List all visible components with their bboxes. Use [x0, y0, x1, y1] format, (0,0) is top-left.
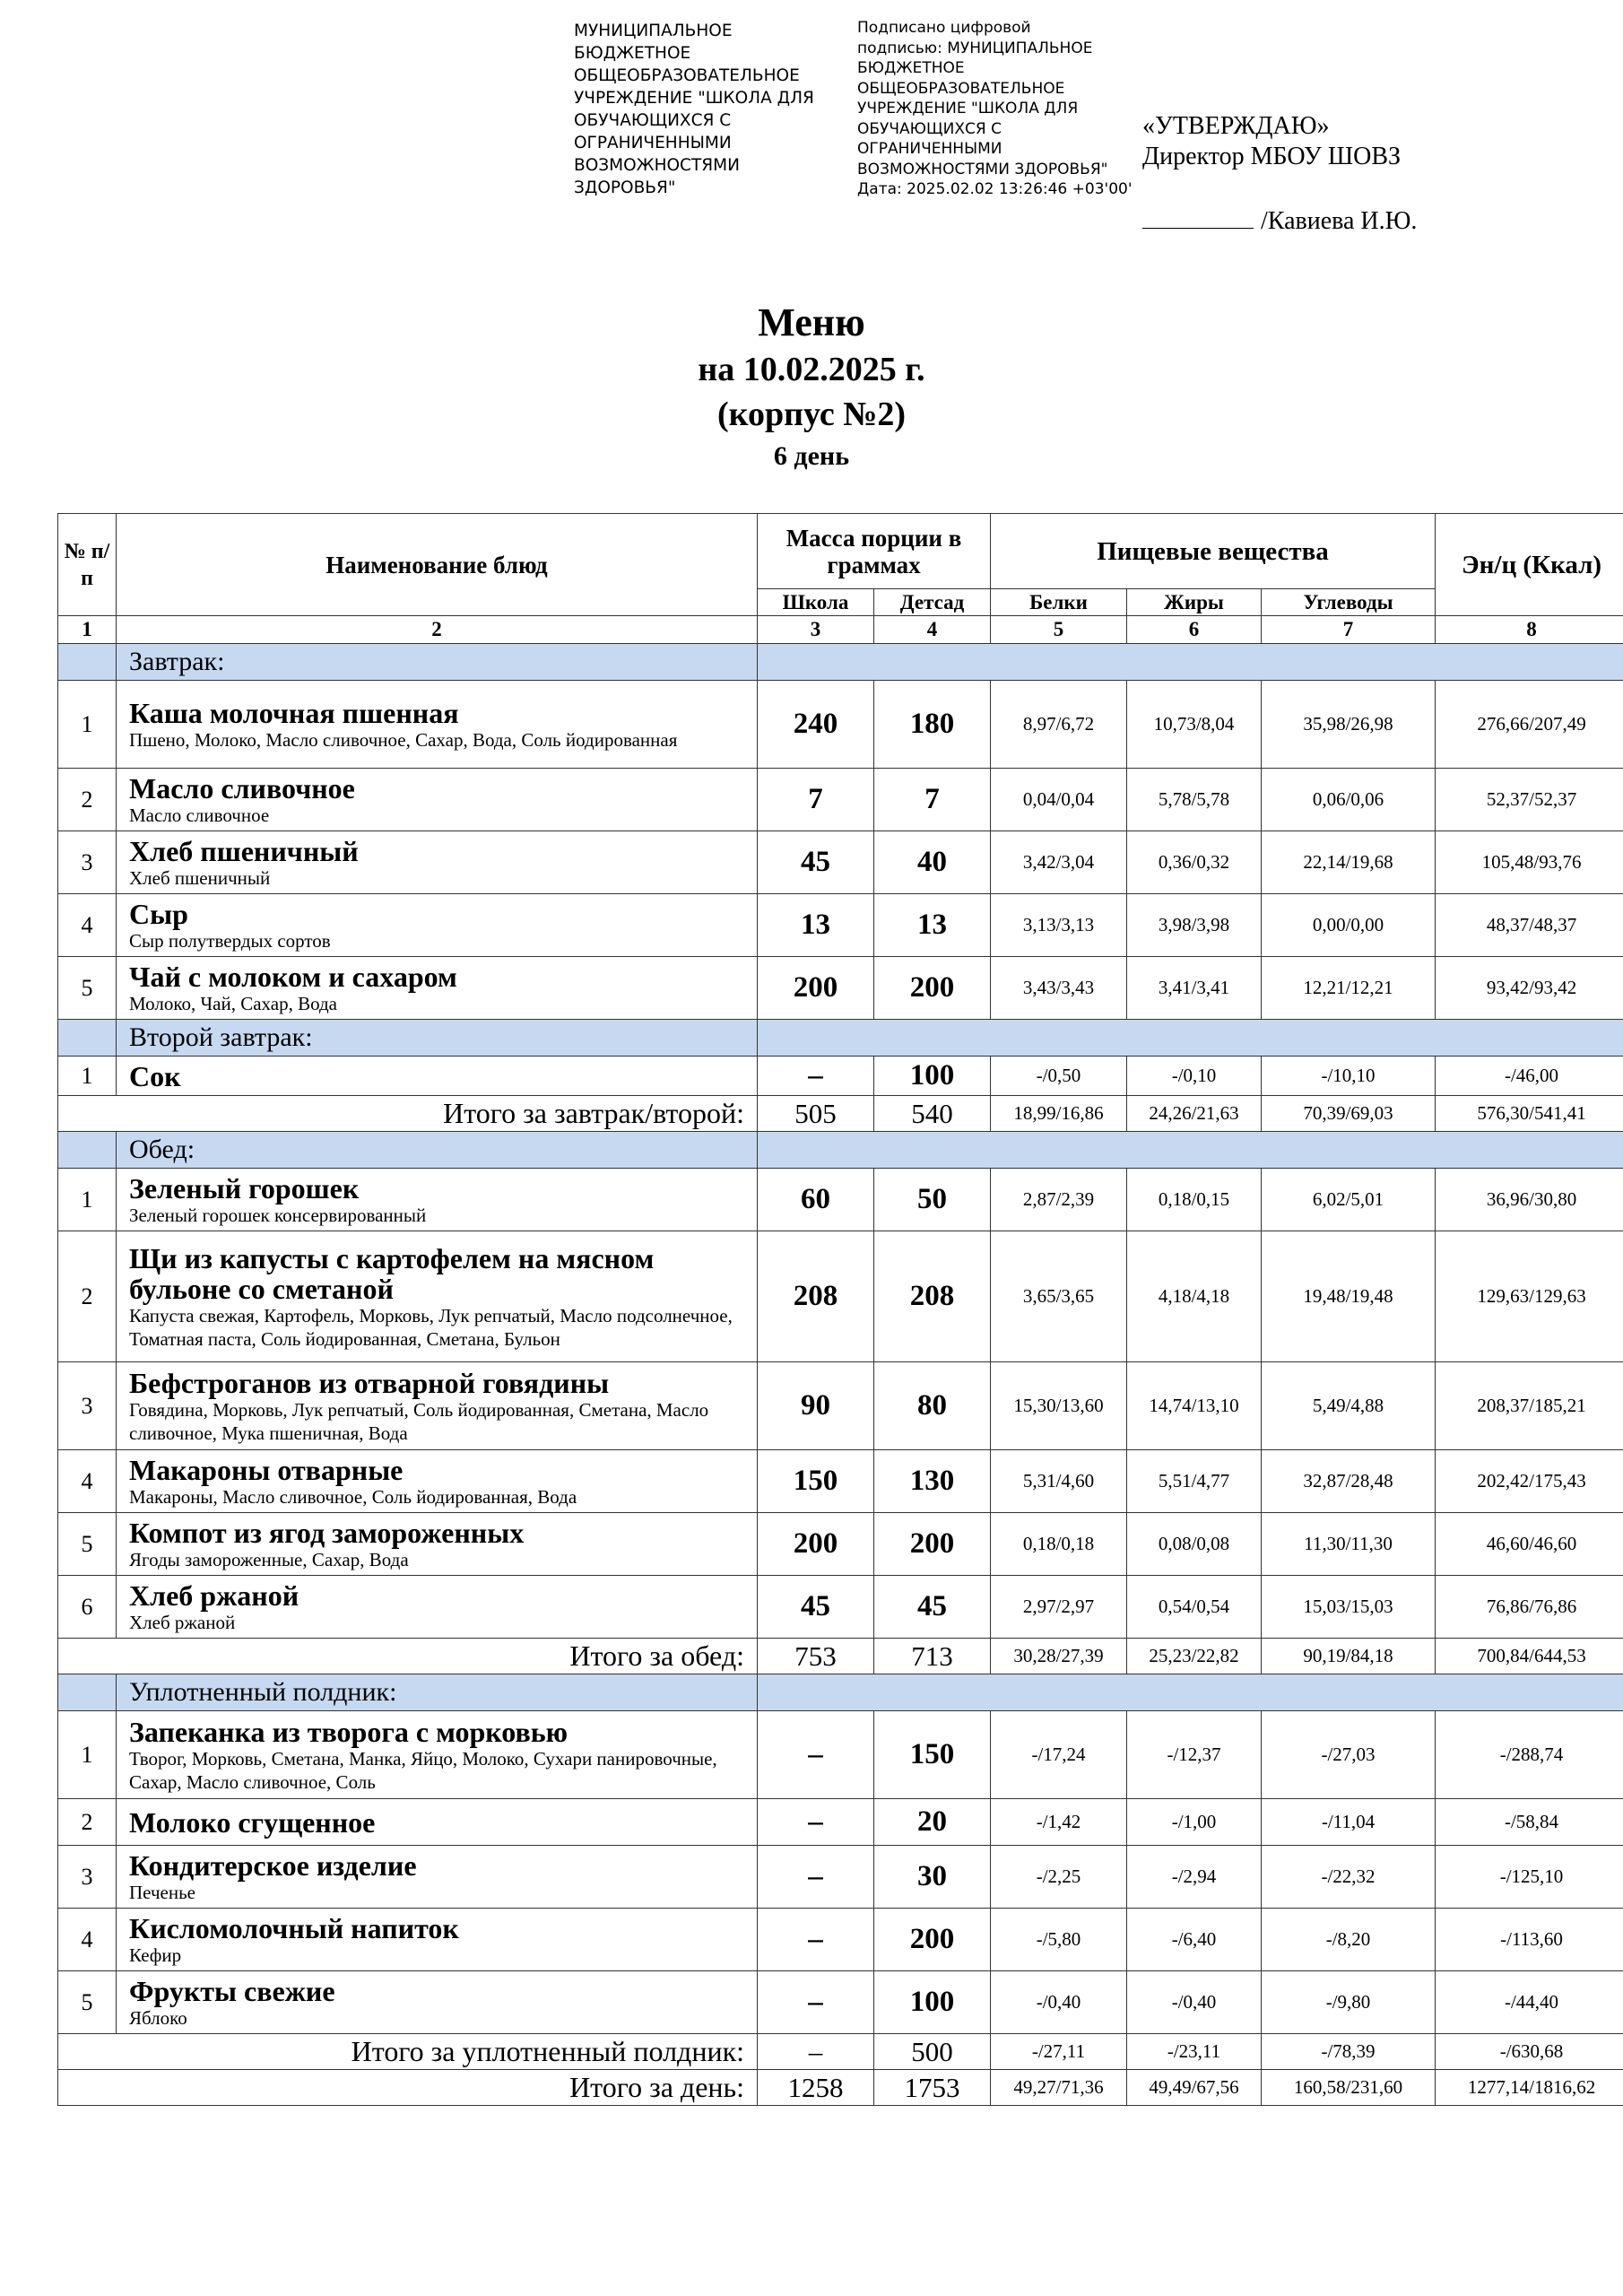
energy-value: 202,42/175,43	[1436, 1450, 1623, 1513]
dish-cell	[117, 1362, 758, 1450]
item-number: 2	[58, 1799, 117, 1846]
total-energy: 700,84/644,53	[1436, 1639, 1623, 1674]
protein-value: -/2,25	[991, 1846, 1127, 1909]
mass-school: –	[758, 1971, 874, 2034]
column-number-row	[58, 616, 1623, 644]
protein-value: 2,97/2,97	[991, 1576, 1127, 1639]
mass-school: 45	[758, 1576, 874, 1639]
table-row	[58, 1846, 1623, 1909]
section-label: Завтрак:	[117, 644, 758, 681]
item-number: 3	[58, 831, 117, 894]
energy-value: -/113,60	[1436, 1909, 1623, 1971]
energy-value: -/288,74	[1436, 1711, 1623, 1799]
fat-value: 0,18/0,15	[1127, 1169, 1262, 1231]
dish-ingredients: Яблоко	[129, 2006, 187, 2029]
total-carbs: -/78,39	[1262, 2034, 1436, 2070]
total-mass-school: 505	[758, 1096, 874, 1132]
dish-ingredients: Ягоды замороженные, Сахар, Вода	[129, 1548, 409, 1570]
dish-cell	[117, 894, 758, 957]
fat-value: 0,08/0,08	[1127, 1513, 1262, 1576]
section-num-cell	[58, 1020, 117, 1057]
protein-value: 5,31/4,60	[991, 1450, 1127, 1513]
section-num-cell	[58, 644, 117, 681]
mass-school: 150	[758, 1450, 874, 1513]
mass-school: –	[758, 1909, 874, 1971]
energy-value: 105,48/93,76	[1436, 831, 1623, 894]
section-label: Второй завтрак:	[117, 1020, 758, 1057]
protein-value: 3,43/3,43	[991, 957, 1127, 1020]
total-fat: -/23,11	[1127, 2034, 1262, 2070]
item-number: 3	[58, 1846, 117, 1909]
total-fat: 24,26/21,63	[1127, 1096, 1262, 1132]
menu-date: на 10.02.2025 г.	[698, 351, 925, 388]
mass-kindergarten: 150	[874, 1711, 991, 1799]
dish-cell	[117, 1909, 758, 1971]
mass-kindergarten: 7	[874, 769, 991, 831]
total-energy: -/630,68	[1436, 2034, 1623, 2070]
header-kindergarten: Детсад	[874, 589, 991, 616]
header-name: Наименование блюд	[117, 514, 758, 616]
section-fill-cell	[758, 1020, 1623, 1057]
menu-table	[57, 513, 1623, 2106]
carbs-value: 12,21/12,21	[1262, 957, 1436, 1020]
section-row-snack	[58, 1674, 1623, 1711]
carbs-value: 6,02/5,01	[1262, 1169, 1436, 1231]
energy-value: 208,37/185,21	[1436, 1362, 1623, 1450]
dish-name: Чай с молоком и сахаром	[129, 960, 457, 993]
dish-name: Запеканка из творога с морковью	[129, 1715, 568, 1748]
mass-kindergarten: 100	[874, 1057, 991, 1096]
fat-value: -/0,40	[1127, 1971, 1262, 2034]
total-row-breakfast	[58, 1096, 1623, 1132]
carbs-value: -/9,80	[1262, 1971, 1436, 2034]
fat-value: -/2,94	[1127, 1846, 1262, 1909]
table-row	[58, 1450, 1623, 1513]
dish-cell	[117, 1231, 758, 1362]
table-row	[58, 1711, 1623, 1799]
dish-name: Молоко сгущенное	[129, 1805, 376, 1839]
section-row-second-breakfast	[58, 1020, 1623, 1057]
item-number: 3	[58, 1362, 117, 1450]
protein-value: 0,18/0,18	[991, 1513, 1127, 1576]
total-protein: 18,99/16,86	[991, 1096, 1127, 1132]
mass-kindergarten: 180	[874, 681, 991, 769]
item-number: 1	[58, 1711, 117, 1799]
total-label: Итого за завтрак/второй:	[58, 1096, 758, 1132]
table-row	[58, 894, 1623, 957]
signature-line-field	[1142, 204, 1417, 237]
fat-value: 14,74/13,10	[1127, 1362, 1262, 1450]
carbs-value: 19,48/19,48	[1262, 1231, 1436, 1362]
carbs-value: -/8,20	[1262, 1909, 1436, 1971]
dish-ingredients: Говядина, Морковь, Лук репчатый, Соль йодированная, Сметана, Масло сливочное, Мука пшеничная, Вода	[129, 1398, 709, 1444]
energy-value: -/44,40	[1436, 1971, 1623, 2034]
col-number: 2	[117, 616, 758, 644]
dish-name: Кисломолочный напиток	[129, 1911, 459, 1944]
dish-cell	[117, 1057, 758, 1096]
energy-value: 36,96/30,80	[1436, 1169, 1623, 1231]
item-number: 2	[58, 1231, 117, 1362]
carbs-value: 35,98/26,98	[1262, 681, 1436, 769]
total-carbs: 70,39/69,03	[1262, 1096, 1436, 1132]
table-row	[58, 1057, 1623, 1096]
dish-name: Зеленый горошек	[129, 1171, 360, 1205]
digital-signature	[857, 18, 1144, 200]
energy-value: 76,86/76,86	[1436, 1576, 1623, 1639]
energy-value: 46,60/46,60	[1436, 1513, 1623, 1576]
col-number: 7	[1262, 616, 1436, 644]
mass-kindergarten: 100	[874, 1971, 991, 2034]
fat-value: -/6,40	[1127, 1909, 1262, 1971]
total-mass-school: –	[758, 2034, 874, 2070]
dish-cell	[117, 1513, 758, 1576]
signature-blank	[1142, 204, 1254, 229]
day-label: 6 день	[773, 441, 850, 471]
org-line: ОГРАНИЧЕННЫМИ	[574, 134, 732, 152]
header-carbs: Углеводы	[1262, 589, 1436, 616]
section-fill-cell	[758, 644, 1623, 681]
dish-name: Хлеб ржаной	[129, 1578, 299, 1612]
fat-value: 10,73/8,04	[1127, 681, 1262, 769]
fat-value: 4,18/4,18	[1127, 1231, 1262, 1362]
total-row-snack	[58, 2034, 1623, 2070]
table-header-row	[58, 514, 1623, 589]
dish-cell	[117, 957, 758, 1020]
mass-kindergarten: 208	[874, 1231, 991, 1362]
dish-name: Фрукты свежие	[129, 1974, 335, 2007]
total-label: Итого за обед:	[58, 1639, 758, 1674]
col-number: 1	[58, 616, 117, 644]
org-line: МУНИЦИПАЛЬНОЕ	[574, 22, 733, 40]
mass-school: –	[758, 1057, 874, 1096]
total-protein: 49,27/71,36	[991, 2070, 1127, 2106]
header-fat: Жиры	[1127, 589, 1262, 616]
dish-cell	[117, 831, 758, 894]
item-number: 1	[58, 1169, 117, 1231]
mass-school: –	[758, 1799, 874, 1846]
mass-kindergarten: 45	[874, 1576, 991, 1639]
mass-school: 208	[758, 1231, 874, 1362]
protein-value: 8,97/6,72	[991, 681, 1127, 769]
table-row	[58, 831, 1623, 894]
protein-value: -/17,24	[991, 1711, 1127, 1799]
mass-school: –	[758, 1846, 874, 1909]
dish-cell	[117, 1846, 758, 1909]
dish-name: Макароны отварные	[129, 1453, 404, 1486]
mass-kindergarten: 200	[874, 1909, 991, 1971]
signature-line: БЮДЖЕТНОЕ	[857, 59, 965, 77]
director-title: Директор МБОУ ШОВЗ	[1142, 143, 1402, 170]
mass-kindergarten: 30	[874, 1846, 991, 1909]
col-number: 3	[758, 616, 874, 644]
dish-ingredients: Масло сливочное	[129, 804, 270, 826]
dish-ingredients: Зеленый горошек консервированный	[129, 1204, 427, 1226]
dish-ingredients: Капуста свежая, Картофель, Морковь, Лук репчатый, Масло подсолнечное, Томатная паста, Соль йодированная, Сметана, Бульон	[129, 1304, 733, 1350]
carbs-value: 15,03/15,03	[1262, 1576, 1436, 1639]
mass-school: 200	[758, 957, 874, 1020]
energy-value: -/46,00	[1436, 1057, 1623, 1096]
fat-value: 3,41/3,41	[1127, 957, 1262, 1020]
total-fat: 49,49/67,56	[1127, 2070, 1262, 2106]
mass-school: 200	[758, 1513, 874, 1576]
header-num: № п/ п	[58, 514, 117, 616]
total-carbs: 90,19/84,18	[1262, 1639, 1436, 1674]
col-number: 4	[874, 616, 991, 644]
section-fill-cell	[758, 1674, 1623, 1711]
energy-value: 93,42/93,42	[1436, 957, 1623, 1020]
signature-line: ОГРАНИЧЕННЫМИ	[857, 140, 1002, 158]
total-mass-school: 1258	[758, 2070, 874, 2106]
item-number: 1	[58, 681, 117, 769]
dish-name: Кондитерское изделие	[129, 1848, 417, 1882]
protein-value: 3,42/3,04	[991, 831, 1127, 894]
fat-value: -/0,10	[1127, 1057, 1262, 1096]
section-fill-cell	[758, 1132, 1623, 1169]
org-line: ЗДОРОВЬЯ"	[574, 178, 676, 197]
header-energy: Эн/ц (Ккал)	[1436, 514, 1623, 616]
dish-ingredients: Пшено, Молоко, Масло сливочное, Сахар, Вода, Соль йодированная	[129, 728, 678, 751]
protein-value: -/1,42	[991, 1799, 1127, 1846]
energy-value: -/58,84	[1436, 1799, 1623, 1846]
fat-value: 3,98/3,98	[1127, 894, 1262, 957]
protein-value: 3,13/3,13	[991, 894, 1127, 957]
signature-line: ОБУЧАЮЩИХСЯ С	[857, 119, 1002, 138]
dish-cell	[117, 1971, 758, 2034]
carbs-value: -/27,03	[1262, 1711, 1436, 1799]
fat-value: 0,36/0,32	[1127, 831, 1262, 894]
mass-school: 90	[758, 1362, 874, 1450]
protein-value: -/0,40	[991, 1971, 1127, 2034]
total-label: Итого за уплотненный полдник:	[58, 2034, 758, 2070]
section-row-lunch	[58, 1132, 1623, 1169]
col-number: 6	[1127, 616, 1262, 644]
mass-kindergarten: 50	[874, 1169, 991, 1231]
dish-name: Сок	[129, 1059, 181, 1092]
header-school: Школа	[758, 589, 874, 616]
dish-ingredients: Молоко, Чай, Сахар, Вода	[129, 992, 337, 1014]
signature-line: Подписано цифровой	[857, 19, 1031, 37]
dish-ingredients: Сыр полутвердых сортов	[129, 929, 331, 952]
carbs-value: 5,49/4,88	[1262, 1362, 1436, 1450]
mass-kindergarten: 200	[874, 957, 991, 1020]
total-protein: 30,28/27,39	[991, 1639, 1127, 1674]
carbs-value: 0,00/0,00	[1262, 894, 1436, 957]
signature-line: ОБЩЕОБРАЗОВАТЕЛЬНОЕ	[857, 79, 1065, 98]
mass-kindergarten: 200	[874, 1513, 991, 1576]
mass-school: 7	[758, 769, 874, 831]
carbs-value: 11,30/11,30	[1262, 1513, 1436, 1576]
total-energy: 576,30/541,41	[1436, 1096, 1623, 1132]
dish-name: Хлеб пшеничный	[129, 834, 359, 867]
total-mass-kindergarten: 1753	[874, 2070, 991, 2106]
dish-ingredients: Хлеб пшеничный	[129, 866, 271, 889]
section-label: Уплотненный полдник:	[117, 1674, 758, 1711]
item-number: 5	[58, 957, 117, 1020]
fat-value: 5,51/4,77	[1127, 1450, 1262, 1513]
mass-school: –	[758, 1711, 874, 1799]
dish-name: Бефстроганов из отварной говядины	[129, 1366, 610, 1399]
carbs-value: 22,14/19,68	[1262, 831, 1436, 894]
org-line: ВОЗМОЖНОСТЯМИ	[574, 156, 740, 175]
dish-name: Каша молочная пшенная	[129, 696, 459, 729]
protein-value: -/5,80	[991, 1909, 1127, 1971]
dish-ingredients: Хлеб ржаной	[129, 1611, 236, 1633]
mass-kindergarten: 130	[874, 1450, 991, 1513]
dish-ingredients: Печенье	[129, 1881, 195, 1903]
approval-block	[1142, 111, 1418, 235]
table-row	[58, 957, 1623, 1020]
protein-value: -/0,50	[991, 1057, 1127, 1096]
building-label: (корпус №2)	[716, 396, 907, 433]
table-row	[58, 1799, 1623, 1846]
mass-kindergarten: 80	[874, 1362, 991, 1450]
section-num-cell	[58, 1132, 117, 1169]
item-number: 4	[58, 1909, 117, 1971]
total-mass-school: 753	[758, 1639, 874, 1674]
item-number: 5	[58, 1513, 117, 1576]
fat-value: -/12,37	[1127, 1711, 1262, 1799]
total-mass-kindergarten: 540	[874, 1096, 991, 1132]
total-fat: 25,23/22,82	[1127, 1639, 1262, 1674]
signature-line: ВОЗМОЖНОСТЯМИ ЗДОРОВЬЯ"	[857, 160, 1108, 178]
total-mass-kindergarten: 713	[874, 1639, 991, 1674]
energy-value: 276,66/207,49	[1436, 681, 1623, 769]
mass-school: 60	[758, 1169, 874, 1231]
dish-cell	[117, 1711, 758, 1799]
energy-value: 129,63/129,63	[1436, 1231, 1623, 1362]
carbs-value: -/10,10	[1262, 1057, 1436, 1096]
org-line: БЮДЖЕТНОЕ	[574, 44, 691, 63]
page-title: Меню	[758, 300, 865, 344]
header-mass: Масса порции в граммах	[758, 514, 991, 589]
mass-school: 13	[758, 894, 874, 957]
org-line: ОБЩЕОБРАЗОВАТЕЛЬНОЕ	[574, 66, 800, 85]
table-row	[58, 1513, 1623, 1576]
carbs-value: 0,06/0,06	[1262, 769, 1436, 831]
col-number: 5	[991, 616, 1127, 644]
dish-cell	[117, 1799, 758, 1846]
dish-ingredients: Творог, Морковь, Сметана, Манка, Яйцо, Молоко, Сухари панировочные, Сахар, Масло сливочное, Соль	[129, 1747, 717, 1793]
protein-value: 3,65/3,65	[991, 1231, 1127, 1362]
total-carbs: 160,58/231,60	[1262, 2070, 1436, 2106]
mass-kindergarten: 13	[874, 894, 991, 957]
energy-value: 48,37/48,37	[1436, 894, 1623, 957]
total-protein: -/27,11	[991, 2034, 1127, 2070]
section-num-cell	[58, 1674, 117, 1711]
fat-value: 5,78/5,78	[1127, 769, 1262, 831]
organization-name	[574, 20, 843, 199]
dish-cell	[117, 1169, 758, 1231]
dish-ingredients: Макароны, Масло сливочное, Соль йодированная, Вода	[129, 1485, 577, 1508]
header-protein: Белки	[991, 589, 1127, 616]
approve-label: «УТВЕРЖДАЮ»	[1142, 112, 1330, 140]
total-energy: 1277,14/1816,62	[1436, 2070, 1623, 2106]
energy-value: -/125,10	[1436, 1846, 1623, 1909]
mass-kindergarten: 40	[874, 831, 991, 894]
total-mass-kindergarten: 500	[874, 2034, 991, 2070]
protein-value: 0,04/0,04	[991, 769, 1127, 831]
item-number: 1	[58, 1057, 117, 1096]
table-row	[58, 1362, 1623, 1450]
dish-name: Сыр	[129, 897, 188, 930]
protein-value: 15,30/13,60	[991, 1362, 1127, 1450]
table-row	[58, 681, 1623, 769]
item-number: 4	[58, 1450, 117, 1513]
table-row	[58, 769, 1623, 831]
protein-value: 2,87/2,39	[991, 1169, 1127, 1231]
fat-value: -/1,00	[1127, 1799, 1262, 1846]
carbs-value: -/22,32	[1262, 1846, 1436, 1909]
total-label: Итого за день:	[58, 2070, 758, 2106]
dish-cell	[117, 769, 758, 831]
item-number: 6	[58, 1576, 117, 1639]
dish-name: Компот из ягод замороженных	[129, 1516, 525, 1549]
org-line: ОБУЧАЮЩИХСЯ С	[574, 111, 732, 130]
fat-value: 0,54/0,54	[1127, 1576, 1262, 1639]
dish-name: Масло сливочное	[129, 771, 355, 804]
table-row	[58, 1231, 1623, 1362]
section-label: Обед:	[117, 1132, 758, 1169]
dish-cell	[117, 1450, 758, 1513]
item-number: 5	[58, 1971, 117, 2034]
header-nutrients: Пищевые вещества	[991, 514, 1436, 589]
table-row	[58, 1971, 1623, 2034]
mass-school: 45	[758, 831, 874, 894]
dish-cell	[117, 1576, 758, 1639]
item-number: 4	[58, 894, 117, 957]
carbs-value: 32,87/28,48	[1262, 1450, 1436, 1513]
table-row	[58, 1909, 1623, 1971]
mass-school: 240	[758, 681, 874, 769]
table-row	[58, 1169, 1623, 1231]
carbs-value: -/11,04	[1262, 1799, 1436, 1846]
dish-ingredients: Кефир	[129, 1944, 182, 1966]
table-row	[58, 1576, 1623, 1639]
signature-date: Дата: 2025.02.02 13:26:46 +03'00'	[857, 180, 1133, 198]
signer-name: /Кавиева И.Ю.	[1261, 207, 1418, 235]
total-row-day	[58, 2070, 1623, 2106]
org-line: УЧРЕЖДЕНИЕ "ШКОЛА ДЛЯ	[574, 89, 814, 108]
energy-value: 52,37/52,37	[1436, 769, 1623, 831]
signature-line: УЧРЕЖДЕНИЕ "ШКОЛА ДЛЯ	[857, 100, 1079, 117]
mass-kindergarten: 20	[874, 1799, 991, 1846]
dish-name: Щи из капусты с картофелем на мясном бульоне со сметаной	[129, 1241, 655, 1305]
dish-cell	[117, 681, 758, 769]
col-number: 8	[1436, 616, 1623, 644]
total-row-lunch	[58, 1639, 1623, 1674]
section-row-breakfast	[58, 644, 1623, 681]
signature-line: подписью: МУНИЦИПАЛЬНОЕ	[857, 39, 1093, 57]
item-number: 2	[58, 769, 117, 831]
